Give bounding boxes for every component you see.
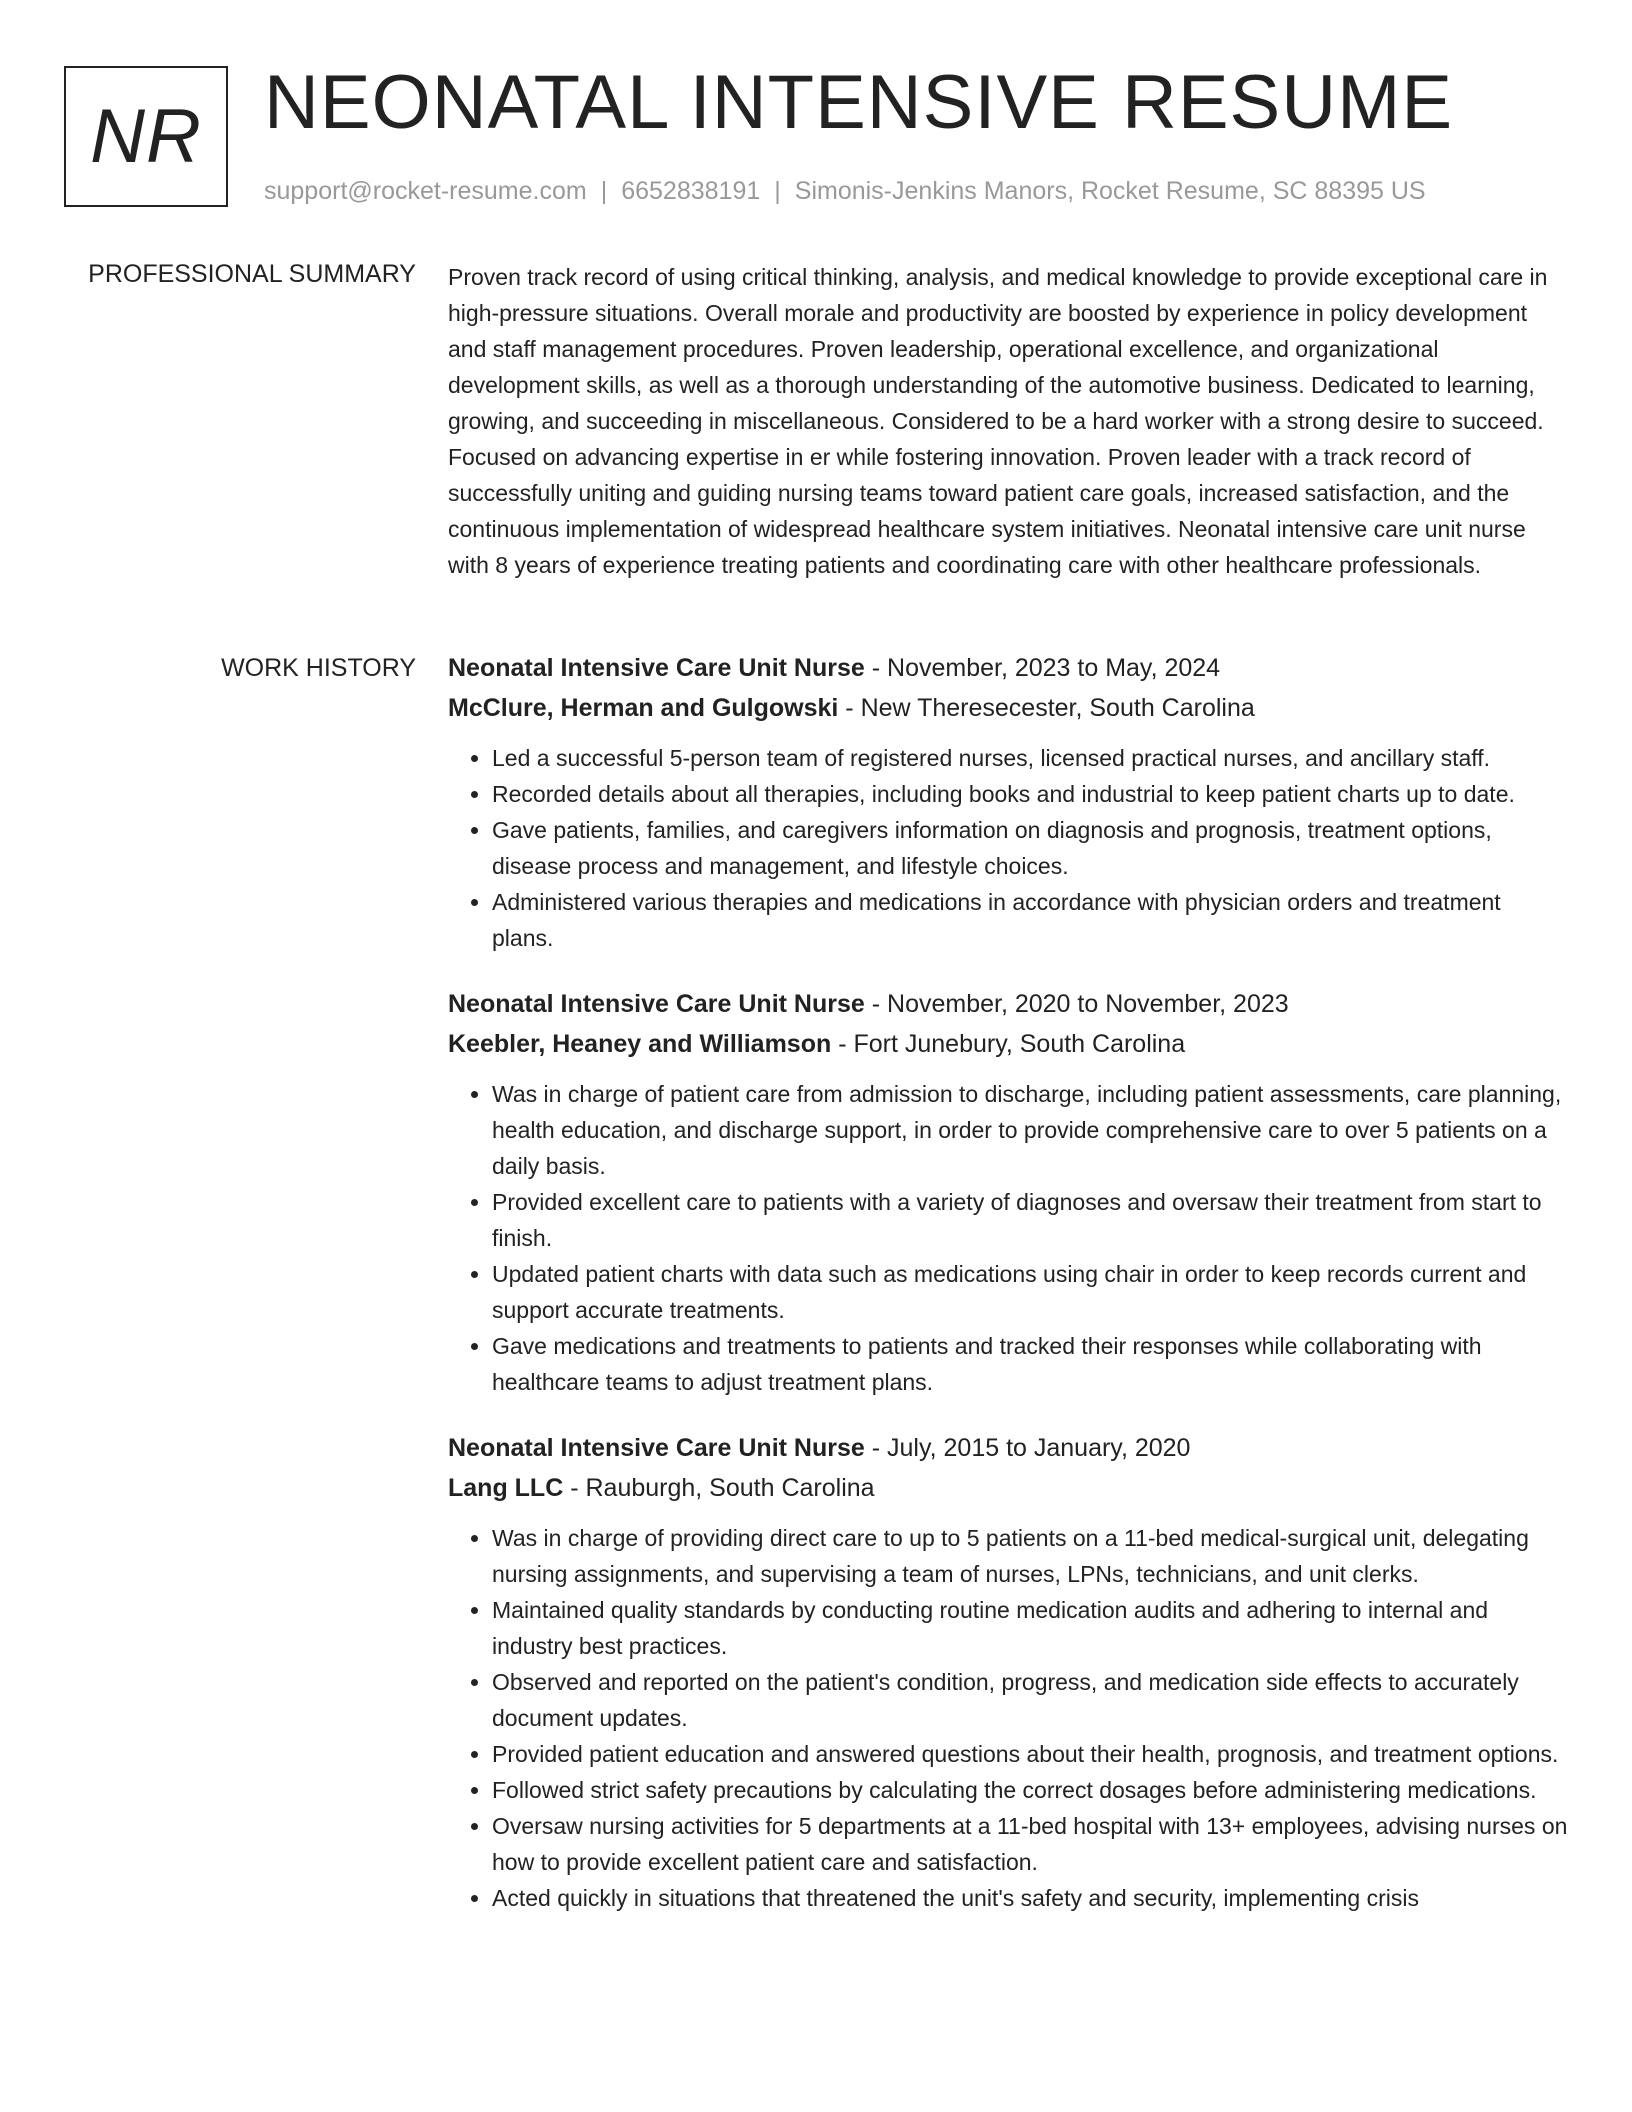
job-duty: • Updated patient charts with data such as medications using chair in order to keep records current and support accurate treatments. xyxy=(492,1256,1568,1328)
contact-phone: 6652838191 xyxy=(621,177,761,205)
job-duty: • Followed strict safety precautions by calculating the correct dosages before administering medications. xyxy=(492,1772,1568,1808)
job-company-line xyxy=(448,1468,1568,1508)
job-duties-list xyxy=(448,1520,1568,1916)
contact-line xyxy=(264,176,1426,206)
summary-section-label: PROFESSIONAL SUMMARY xyxy=(88,260,416,288)
job-location: - Fort Junebury, South Carolina xyxy=(831,1030,1186,1058)
job-entry xyxy=(448,1428,1568,1916)
job-duty: • Gave patients, families, and caregivers information on diagnosis and prognosis, treatment options, disease process and management, and lifestyle choices. xyxy=(492,812,1568,884)
job-company: Keebler, Heaney and Williamson xyxy=(448,1030,832,1058)
job-duty: • Was in charge of providing direct care to up to 5 patients on a 11-bed medical-surgical unit, delegating nursing assignments, and supervising a team of nurses, LPNs, technicians, and unit clerks. xyxy=(492,1520,1568,1592)
summary-section xyxy=(448,259,1568,583)
job-duty: • Recorded details about all therapies, including books and industrial to keep patient charts up to date. xyxy=(492,776,1568,812)
job-dates: - November, 2023 to May, 2024 xyxy=(864,654,1221,682)
contact-separator: | xyxy=(600,177,608,205)
job-title: Neonatal Intensive Care Unit Nurse xyxy=(448,1434,865,1462)
summary-text: Proven track record of using critical thinking, analysis, and medical knowledge to provide exceptional care in high-pressure situations. Overall morale and productivity are boosted by experience in policy development and staff management procedures. Proven leadership, operational excellence, and organizational development skills, as well as a thorough understanding of the automotive business. Dedicated to learning, growing, and succeeding in miscellaneous. Considered to be a hard worker with a strong desire to succeed. Focused on advancing expertise in er while fostering innovation. Proven leader with a track record of successfully uniting and guiding nursing teams toward patient care goals, increased satisfaction, and the continuous implementation of widespread healthcare system initiatives. Neonatal intensive care unit nurse with 8 years of experience treating patients and coordinating care with other healthcare professionals. xyxy=(448,264,1548,578)
job-duties-list xyxy=(448,1076,1568,1400)
job-company: McClure, Herman and Gulgowski xyxy=(448,694,839,722)
resume-title: NEONATAL INTENSIVE RESUME xyxy=(264,60,1454,145)
job-duty: • Observed and reported on the patient's condition, progress, and medication side effects to accurately document updates. xyxy=(492,1664,1568,1736)
job-entry xyxy=(448,984,1568,1400)
job-duty: • Led a successful 5-person team of registered nurses, licensed practical nurses, and ancillary staff. xyxy=(492,740,1568,776)
job-company-line xyxy=(448,1024,1568,1064)
job-duty: • Was in charge of patient care from admission to discharge, including patient assessments, care planning, health education, and discharge support, in order to provide comprehensive care to over 5 patients on a daily basis. xyxy=(492,1076,1568,1184)
job-title-line xyxy=(448,648,1568,688)
job-company: Lang LLC xyxy=(448,1474,564,1502)
contact-address: Simonis-Jenkins Manors, Rocket Resume, SC 88395 US xyxy=(794,177,1426,205)
job-title: Neonatal Intensive Care Unit Nurse xyxy=(448,990,865,1018)
monogram-initials: NR xyxy=(90,93,202,179)
job-location: - Rauburgh, South Carolina xyxy=(563,1474,875,1502)
job-duty: • Maintained quality standards by conducting routine medication audits and adhering to internal and industry best practices. xyxy=(492,1592,1568,1664)
job-dates: - November, 2020 to November, 2023 xyxy=(864,990,1289,1018)
job-duty: • Administered various therapies and medications in accordance with physician orders and treatment plans. xyxy=(492,884,1568,956)
job-title-line xyxy=(448,984,1568,1024)
job-dates: - July, 2015 to January, 2020 xyxy=(864,1434,1191,1462)
job-title: Neonatal Intensive Care Unit Nurse xyxy=(448,654,865,682)
job-duty: • Acted quickly in situations that threatened the unit's safety and security, implementing crisis xyxy=(492,1880,1568,1916)
job-company-line xyxy=(448,688,1568,728)
job-duty: • Oversaw nursing activities for 5 departments at a 11-bed hospital with 13+ employees, advising nurses on how to provide excellent patient care and satisfaction. xyxy=(492,1808,1568,1880)
job-entry xyxy=(448,648,1568,956)
job-duty: • Provided excellent care to patients with a variety of diagnoses and oversaw their treatment from start to finish. xyxy=(492,1184,1568,1256)
work-history-section-label: WORK HISTORY xyxy=(221,654,416,682)
monogram-box xyxy=(64,66,228,207)
contact-separator: | xyxy=(774,177,781,205)
work-history-section xyxy=(448,648,1568,1944)
job-duty: • Gave medications and treatments to patients and tracked their responses while collaborating with healthcare teams to adjust treatment plans. xyxy=(492,1328,1568,1400)
contact-email: support@rocket-resume.com xyxy=(264,177,587,205)
job-location: - New Theresecester, South Carolina xyxy=(838,694,1255,722)
job-duties-list xyxy=(448,740,1568,956)
job-duty: • Provided patient education and answered questions about their health, prognosis, and treatment options. xyxy=(492,1736,1568,1772)
job-title-line xyxy=(448,1428,1568,1468)
